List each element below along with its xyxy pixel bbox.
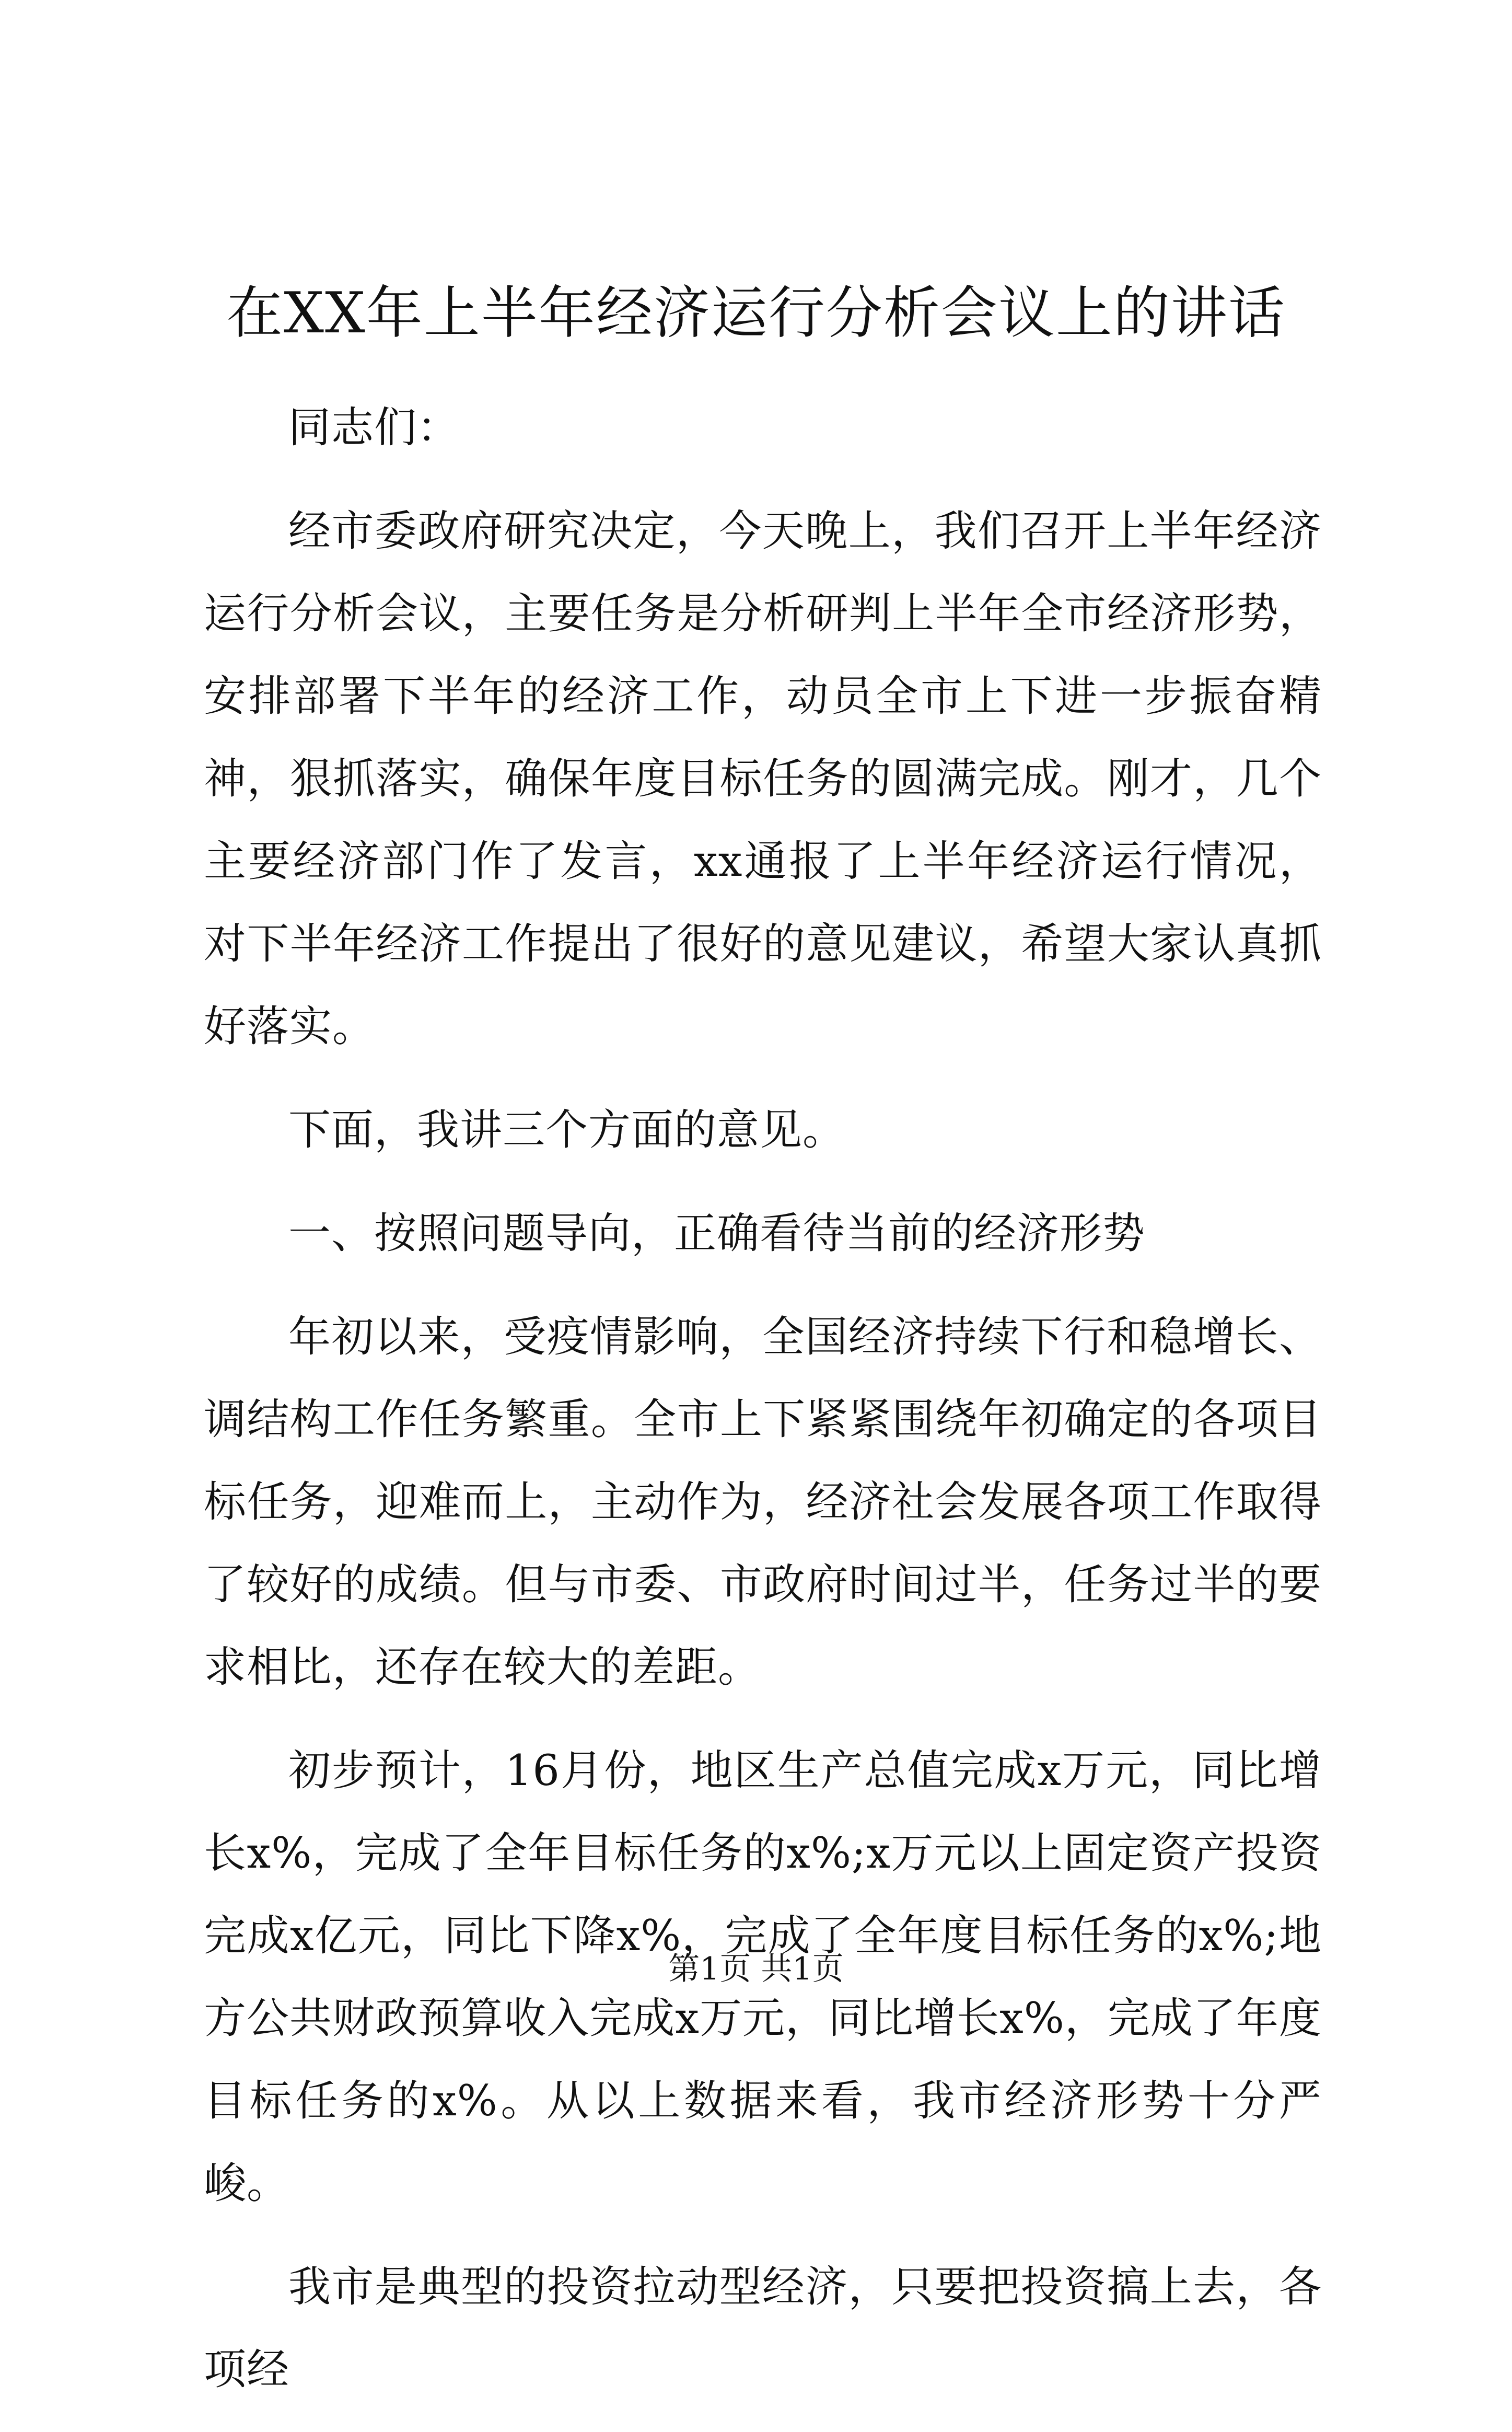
salutation: 同志们： (288, 403, 460, 453)
paragraph-outline: 下面，我讲三个方面的意见。 (288, 1106, 846, 1155)
document-title: 在XX年上半年经济运行分析会议上的讲话 (226, 281, 1286, 346)
paragraph-investment: 我市是典型的投资拉动型经济，只要把投资搞上去，各项经 (204, 2263, 1322, 2394)
paragraph-intro: 经市委政府研究决定，今天晚上，我们召开上半年经济运行分析会议，主要任务是分析研判上半年全市经济形势，安排部署下半年的经济工作，动员全市上下进一步振奋精神，狠抓落实，确保年度目标任务的圆满完成。刚才，几个主要经济部门作了发言，xx通报了上半年经济运行情况，对下半年经济工作提出了很好的意见建议，希望大家认真抓好落实。 (204, 507, 1322, 1051)
page-number-footer: 第1页 共1页 (668, 1951, 844, 1987)
document-body (204, 387, 1322, 2432)
paragraph-situation: 年初以来，受疫情影响，全国经济持续下行和稳增长、调结构工作任务繁重。全市上下紧紧围绕年初确定的各项目标任务，迎难而上，主动作为，经济社会发展各项工作取得了较好的成绩。但与市委、市政府时间过半，任务过半的要求相比，还存在较大的差距。 (204, 1313, 1322, 1692)
section-heading-1: 一、按照问题导向，正确看待当前的经济形势 (288, 1209, 1146, 1258)
paragraph-statistics: 初步预计，16月份，地区生产总值完成x万元，同比增长x%，完成了全年目标任务的x%;x万元以上固定资产投资完成x亿元，同比下降x%，完成了全年度目标任务的x%;地方公共财政预算收入完成x万元，同比增长x%，完成了年度目标任务的x%。从以上数据来看，我市经济形势十分严峻。 (204, 1746, 1322, 2208)
